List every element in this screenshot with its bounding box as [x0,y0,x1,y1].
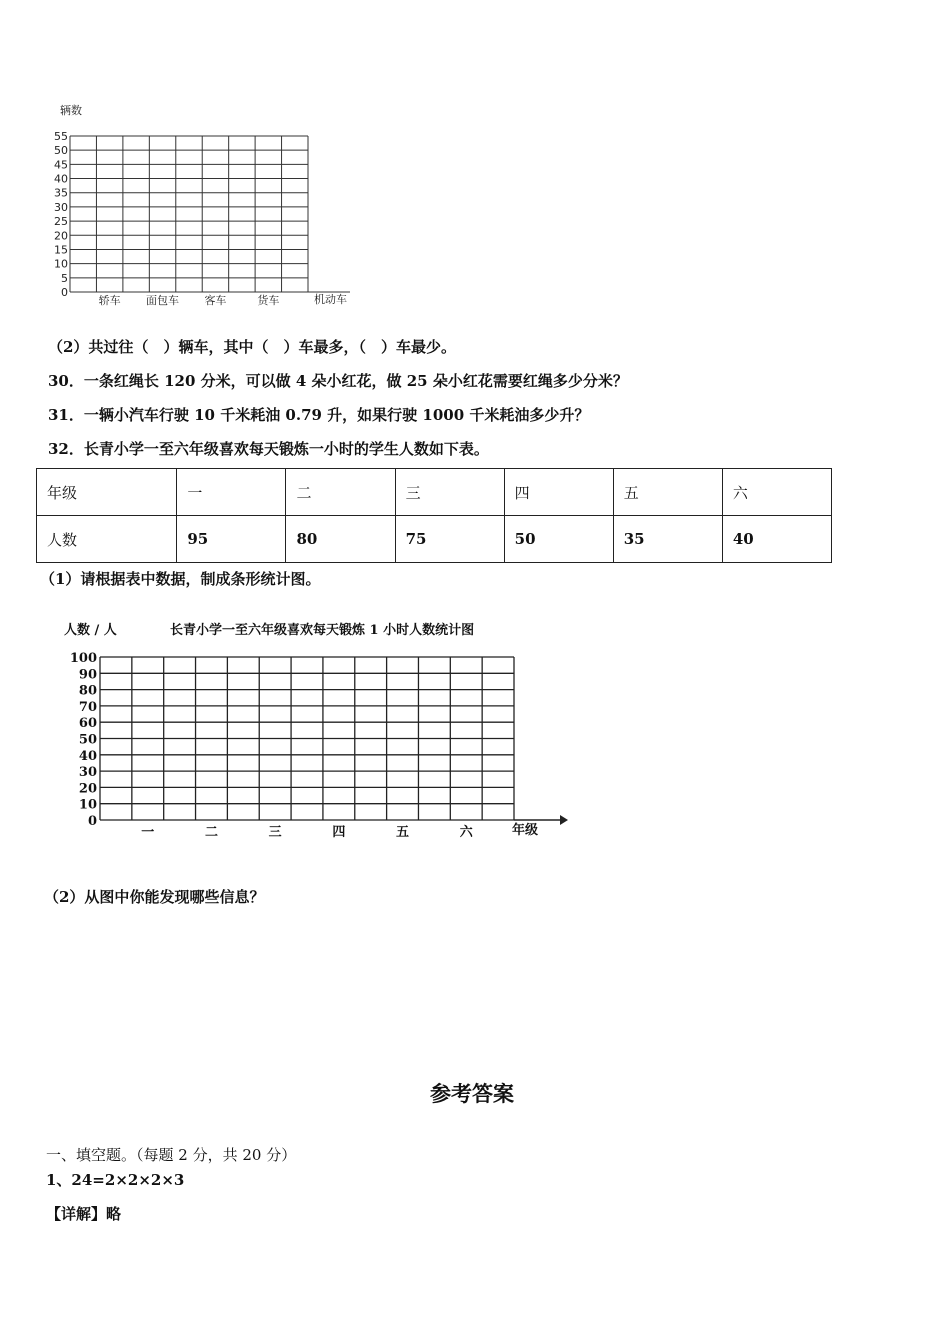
y-tick-label: 20 [54,229,68,243]
x-category-label: 货车 [257,294,280,307]
y-tick-label: 0 [61,286,68,299]
grade-cell: 五 [613,469,722,516]
count-cell: 40 [722,516,831,563]
y-tick-label: 50 [54,144,68,158]
count-cell: 95 [177,516,286,563]
y-tick-label: 30 [78,765,97,781]
table-row [37,516,832,563]
grade-cell: 三 [395,469,504,516]
table-header-cell: 年级 [37,469,177,516]
question-32: 32．长青小学一至六年级喜欢每天锻炼一小时的学生人数如下表。 [48,440,489,458]
chart1-ylabel: 辆数 [60,104,82,117]
x-category-label: 面包车 [146,294,180,307]
y-tick-label: 5 [61,271,68,285]
y-tick-label: 20 [78,781,97,797]
grade-cell: 四 [504,469,613,516]
grade-count-table [36,468,832,563]
count-cell: 75 [395,516,504,563]
x-category-label: 四 [332,825,346,840]
question-32-part-1: （1）请根据表中数据，制成条形统计图。 [40,570,321,588]
y-tick-label: 40 [54,172,68,186]
chart1-xlabel: 机动车 [314,293,347,306]
answer-title: 参考答案 [430,1082,514,1106]
y-tick-label: 15 [54,243,68,257]
grade-cell: 六 [722,469,831,516]
question-31: 31．一辆小汽车行驶 10 千米耗油 0.79 升，如果行驶 1000 千米耗油多少升？ [48,406,590,424]
x-category-label: 一 [141,825,155,840]
y-tick-label: 80 [78,683,97,699]
table-row-label: 人数 [37,516,177,563]
y-tick-label: 90 [78,667,97,683]
answer-1: 1、24=2×2×2×3 [46,1171,185,1189]
count-cell: 50 [504,516,613,563]
y-tick-label: 100 [69,651,97,666]
x-category-label: 六 [459,825,473,840]
chart2-title: 长青小学一至六年级喜欢每天锻炼 1 小时人数统计图 [170,623,475,638]
y-tick-label: 60 [78,716,97,732]
vehicle-blank-chart [40,98,370,313]
exercise-blank-chart [60,612,580,842]
y-tick-label: 0 [87,814,97,829]
count-cell: 35 [613,516,722,563]
question-30: 30．一条红绳长 120 分米，可以做 4 朵小红花，做 25 朵小红花需要红绳多少分米？ [48,372,628,390]
question-32-part-2: （2）从图中你能发现哪些信息？ [44,888,265,906]
x-category-label: 客车 [204,294,227,307]
x-category-label: 轿车 [98,294,121,307]
chart2-ylabel: 人数 / 人 [64,623,117,638]
grade-cell: 一 [177,469,286,516]
x-category-label: 五 [396,825,410,840]
y-tick-label: 45 [54,158,68,172]
y-tick-label: 70 [78,699,97,715]
y-tick-label: 35 [54,186,68,200]
answer-1-detail: 【详解】略 [46,1205,122,1223]
y-tick-label: 30 [54,200,68,214]
y-tick-label: 50 [78,732,97,748]
y-tick-label: 25 [54,215,68,229]
x-category-label: 二 [204,825,218,840]
chart2-xlabel: 年级 [512,823,539,838]
section-heading: 一、填空题。（每题 2 分，共 20 分） [46,1146,297,1164]
x-axis-arrow-icon [560,815,568,825]
y-tick-label: 10 [78,797,97,813]
table-row [37,469,832,516]
count-cell: 80 [286,516,395,563]
y-tick-label: 10 [54,257,68,271]
y-tick-label: 55 [54,130,68,143]
y-tick-label: 40 [78,748,97,764]
x-category-label: 三 [268,825,282,840]
grade-cell: 二 [286,469,395,516]
question-29-part-2: （2）共过往（ ）辆车，其中（ ）车最多，（ ）车最少。 [48,338,456,356]
